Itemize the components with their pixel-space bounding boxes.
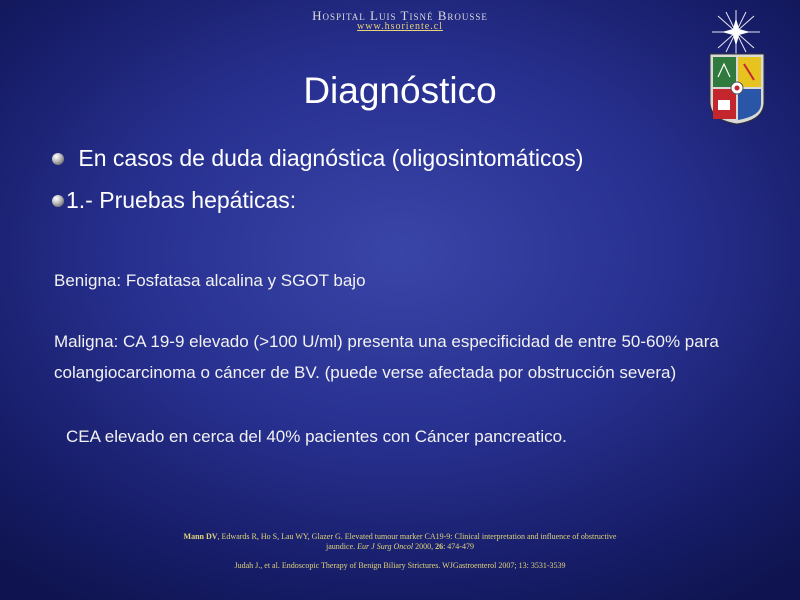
reference-1-pages: : 474-479	[443, 542, 474, 551]
bullet-sphere-icon	[52, 195, 64, 207]
reference-1-volume: 26	[435, 542, 444, 551]
reference-1	[0, 532, 800, 552]
reference-1-journal: Eur J Surg Oncol	[357, 542, 414, 551]
reference-1-line2: jaundice.	[326, 542, 358, 551]
hospital-name: Hospital Luis Tisné Brousse	[312, 8, 488, 23]
bullet-sphere-icon	[52, 153, 64, 165]
benign-paragraph: Benigna: Fosfatasa alcalina y SGOT bajo	[54, 271, 366, 290]
reference-2: Judah J., et al. Endoscopic Therapy of Benign Biliary Strictures. WJGastroenterol 2007; 13: 3531-3539	[234, 561, 566, 570]
reference-1-authors: Mann DV	[183, 532, 218, 541]
bullet-item	[52, 145, 583, 172]
bullet-item	[52, 187, 296, 214]
bullet-text: En casos de duda diagnóstica (oligosintomáticos)	[72, 145, 584, 171]
hospital-website-link[interactable]: www.hsoriente.cl	[357, 21, 443, 32]
cea-paragraph: CEA elevado en cerca del 40% pacientes con Cáncer pancreatico.	[66, 427, 567, 446]
malignant-paragraph: Maligna: CA 19-9 elevado (>100 U/ml) presenta una especificidad de entre 50-60% para colangiocarcinoma o cáncer de BV. (puede verse afectada por obstrucción severa)	[54, 332, 719, 382]
reference-1-text: , Edwards R, Ho S, Lau WY, Glazer G. Elevated tumour marker CA19-9: Clinical interpretation and influence of obstructive	[217, 532, 617, 541]
bullet-text: 1.- Pruebas hepáticas:	[66, 187, 297, 213]
reference-1-year: 2000,	[413, 542, 436, 551]
star-logo-icon	[708, 8, 764, 56]
slide-title: Diagnóstico	[303, 70, 497, 111]
